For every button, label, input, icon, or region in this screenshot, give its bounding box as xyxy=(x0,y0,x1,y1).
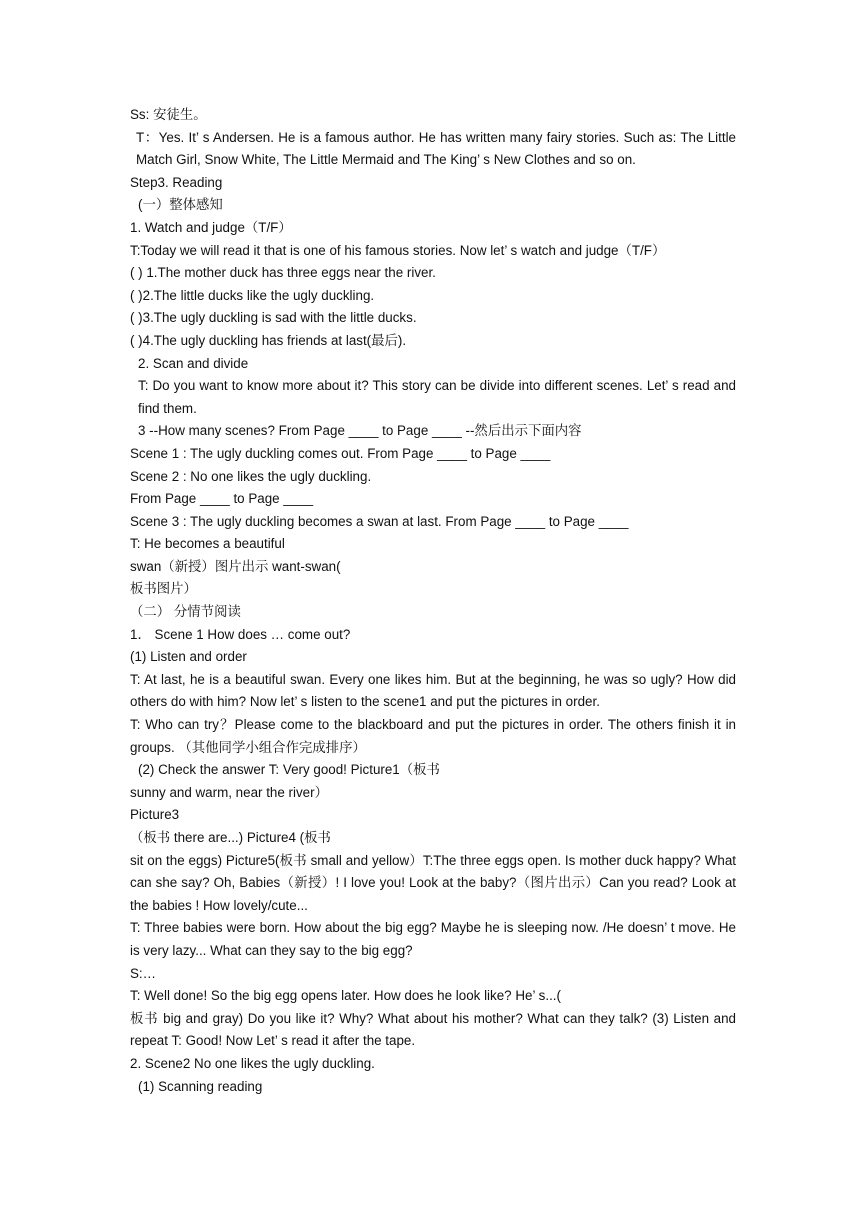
text-line: T: He becomes a beautiful xyxy=(130,536,285,552)
text-line: S:… xyxy=(130,965,157,981)
text-line: (1) Scanning reading xyxy=(138,1078,263,1094)
text-line: 3 --How many scenes? From Page ____ to Page ____ --然后出示下面内容 xyxy=(138,423,582,439)
text-line: 板书图片） xyxy=(130,581,197,597)
text-line: 1. Watch and judge（T/F） xyxy=(130,219,292,235)
text-line: T: Three babies were born. How about the big egg? Maybe he is sleeping now. /He doesn’ t move. He is very lazy... What can they say to the big egg? xyxy=(130,920,736,958)
text-line: T: Who can try？Please come to the blackboard and put the pictures in order. The others finish it in groups. （其他同学小组合作完成排序） xyxy=(130,717,736,755)
text-line: From Page ____ to Page ____ xyxy=(130,491,314,507)
text-line: 2. Scene2 No one likes the ugly duckling. xyxy=(130,1055,375,1071)
text-line: Ss: 安徒生。 xyxy=(130,107,207,122)
text-line: 板书 big and gray) Do you like it? Why? What about his mother? What can they talk? (3) Listen and repeat T: Good! Now Let’ s read it after the tape. xyxy=(130,1010,736,1049)
text-line: ( )4.The ugly duckling has friends at last(最后). xyxy=(130,332,407,348)
text-line: Scene 2 : No one likes the ugly duckling. xyxy=(130,468,372,484)
text-line: T: At last, he is a beautiful swan. Every one likes him. But at the beginning, he was so ugly? How did others do with him? Now let’ s listen to the scene1 and put the pictures in order. xyxy=(130,671,736,710)
text-line: （二） 分情节阅读 xyxy=(130,604,241,620)
text-line: T: Do you want to know more about it? This story can be divide into different scenes. Let’ s read and find them. xyxy=(138,378,736,416)
text-line: (一）整体感知 xyxy=(138,197,223,213)
text-line: （板书 there are...) Picture4 (板书 xyxy=(130,830,331,845)
text-line: (2) Check the answer T: Very good! Picture1（板书 xyxy=(138,762,440,778)
text-line: ( ) 1.The mother duck has three eggs near the river. xyxy=(130,265,436,281)
text-line: 2. Scan and divide xyxy=(138,355,249,371)
text-line: sunny and warm, near the river） xyxy=(130,784,328,800)
text-line: Scene 1 : The ugly duckling comes out. From Page ____ to Page ____ xyxy=(130,445,551,461)
text-line: Picture3 xyxy=(130,807,180,823)
text-line: T:Today we will read it that is one of his famous stories. Now let’ s watch and judge（T/F） xyxy=(130,242,666,258)
text-line: T: Well done! So the big egg opens later. How does he look like? He’ s...( xyxy=(130,988,561,1004)
text-line: Step3. Reading xyxy=(130,174,223,190)
text-line: ( )3.The ugly duckling is sad with the little ducks. xyxy=(130,310,417,326)
text-line: sit on the eggs) Picture5(板书 small and yellow）T:The three eggs open. Is mother duck happy? What can she say? Oh, Babies（新授）! I love you! Look at the baby?（图片出示）Can you read? Look at the babies ! How lovely/cute... xyxy=(130,852,736,913)
text-line: T：Yes. It’ s Andersen. He is a famous author. He has written many fairy stories. Such as: The Little Match Girl, Snow White, The Little Mermaid and The King’ s New Clothes and so on. xyxy=(136,129,736,168)
text-line: (1) Listen and order xyxy=(130,649,247,665)
text-line: 1． Scene 1 How does … come out? xyxy=(130,626,351,642)
text-line: ( )2.The little ducks like the ugly duckling. xyxy=(130,287,375,303)
text-line: swan（新授）图片出示 want-swan( xyxy=(130,558,341,574)
document-page xyxy=(130,104,736,1098)
text-line: Scene 3 : The ugly duckling becomes a swan at last. From Page ____ to Page ____ xyxy=(130,513,629,529)
